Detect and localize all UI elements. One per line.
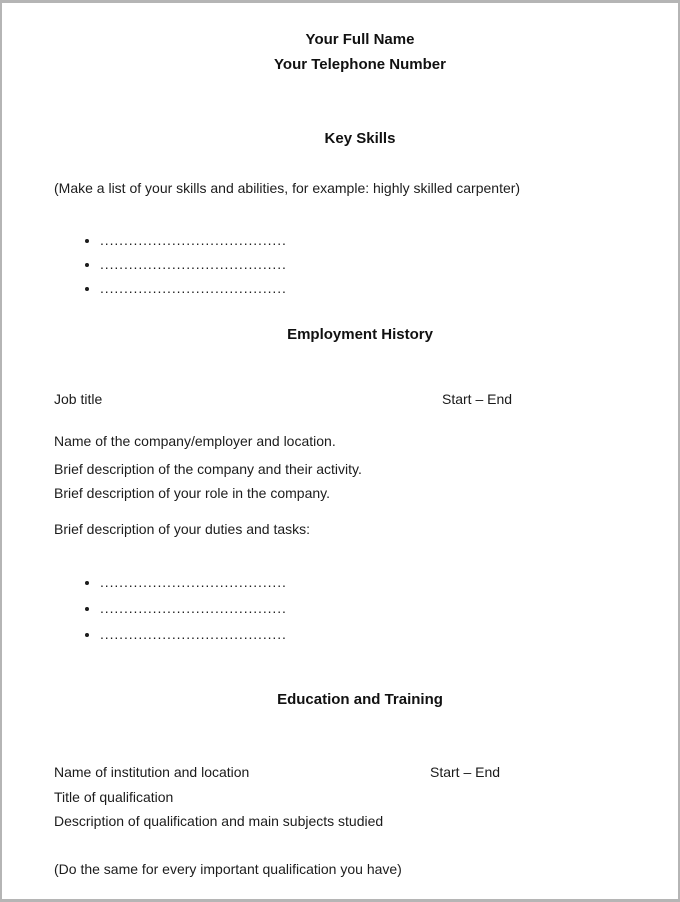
full-name-heading: Your Full Name (305, 31, 415, 48)
education-date-range: Start – End (430, 764, 501, 780)
section-title-employment-history: Employment History (287, 326, 433, 343)
duties-bullet-list (54, 569, 666, 647)
key-skills-bullet-list (54, 228, 666, 300)
cv-content (2, 31, 678, 902)
employment-date-range: Start – End (442, 391, 513, 407)
bullet-item (100, 569, 666, 595)
qualification-description-line: Description of qualification and main subjects studied (54, 813, 384, 829)
education-note: (Do the same for every important qualification you have) (54, 861, 402, 877)
dotted-placeholder: ....................................... (100, 280, 287, 296)
dotted-placeholder: ....................................... (100, 256, 287, 272)
company-role-line: Brief description of your role in the company. (54, 485, 330, 501)
dotted-placeholder: ....................................... (100, 626, 287, 642)
bullet-item (100, 228, 666, 252)
job-title-label: Job title (54, 391, 103, 407)
institution-label: Name of institution and location (54, 764, 250, 780)
key-skills-hint: (Make a list of your skills and abilities, for example: highly skilled carpenter) (54, 180, 521, 196)
company-name-line: Name of the company/employer and location. (54, 433, 336, 449)
telephone-heading: Your Telephone Number (274, 56, 446, 73)
bullet-item (100, 276, 666, 300)
qualification-title-line: Title of qualification (54, 789, 174, 805)
duties-label: Brief description of your duties and tasks: (54, 521, 311, 537)
education-header-row (54, 763, 666, 781)
bullet-item (100, 252, 666, 276)
bullet-item (100, 595, 666, 621)
company-activity-line: Brief description of the company and their activity. (54, 461, 362, 477)
dotted-placeholder: ....................................... (100, 232, 287, 248)
section-title-education-training: Education and Training (277, 691, 443, 708)
section-title-key-skills: Key Skills (324, 130, 396, 147)
bullet-item (100, 621, 666, 647)
dotted-placeholder: ....................................... (100, 574, 287, 590)
dotted-placeholder: ....................................... (100, 600, 287, 616)
employment-header-row (54, 390, 666, 408)
